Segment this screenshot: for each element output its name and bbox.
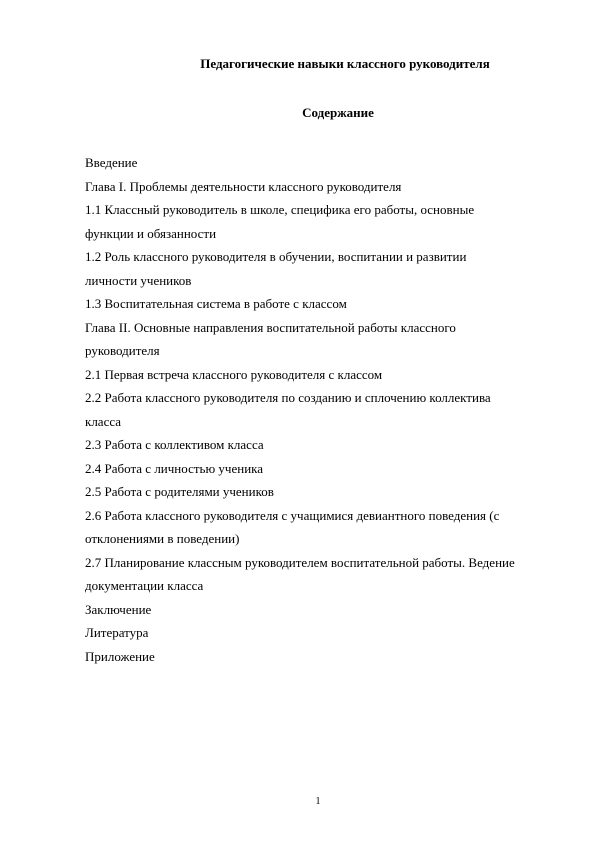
- toc-line: личности учеников: [85, 272, 192, 288]
- toc-line: Приложение: [85, 648, 155, 664]
- toc-line: 2.7 Планирование классным руководителем воспитательной работы. Ведение: [85, 554, 515, 570]
- table-of-contents: [85, 151, 565, 668]
- document-title: Педагогические навыки классного руководителя: [200, 56, 490, 71]
- toc-line: 2.6 Работа классного руководителя с учащимися девиантного поведения (с: [85, 507, 500, 523]
- toc-line: Введение: [85, 155, 138, 170]
- toc-line: Заключение: [85, 601, 152, 617]
- toc-line: 2.3 Работа с коллективом класса: [85, 437, 264, 452]
- toc-line: 1.1 Классный руководитель в школе, специфика его работы, основные: [85, 202, 475, 217]
- toc-line: функции и обязанности: [85, 225, 217, 241]
- toc-heading: Содержание: [302, 105, 374, 120]
- toc-line: руководителя: [85, 343, 160, 358]
- toc-line: отклонениями в поведении): [85, 531, 240, 546]
- toc-line: документации класса: [85, 578, 204, 593]
- page-number: 1: [315, 796, 321, 807]
- toc-line: Литература: [85, 625, 149, 640]
- toc-line: 2.4 Работа с личностью ученика: [85, 460, 264, 476]
- toc-line: класса: [85, 413, 122, 429]
- toc-line: Глава II. Основные направления воспитательной работы классного: [85, 319, 456, 335]
- toc-line: 2.2 Работа классного руководителя по созданию и сплочению коллектива: [85, 390, 491, 405]
- toc-line: 1.2 Роль классного руководителя в обучении, воспитании и развитии: [85, 249, 467, 264]
- toc-line: 2.1 Первая встреча классного руководителя с классом: [85, 366, 383, 382]
- toc-line: 1.3 Воспитательная система в работе с классом: [85, 296, 347, 311]
- toc-line: Глава I. Проблемы деятельности классного руководителя: [85, 178, 402, 194]
- toc-line: 2.5 Работа с родителями учеников: [85, 484, 274, 499]
